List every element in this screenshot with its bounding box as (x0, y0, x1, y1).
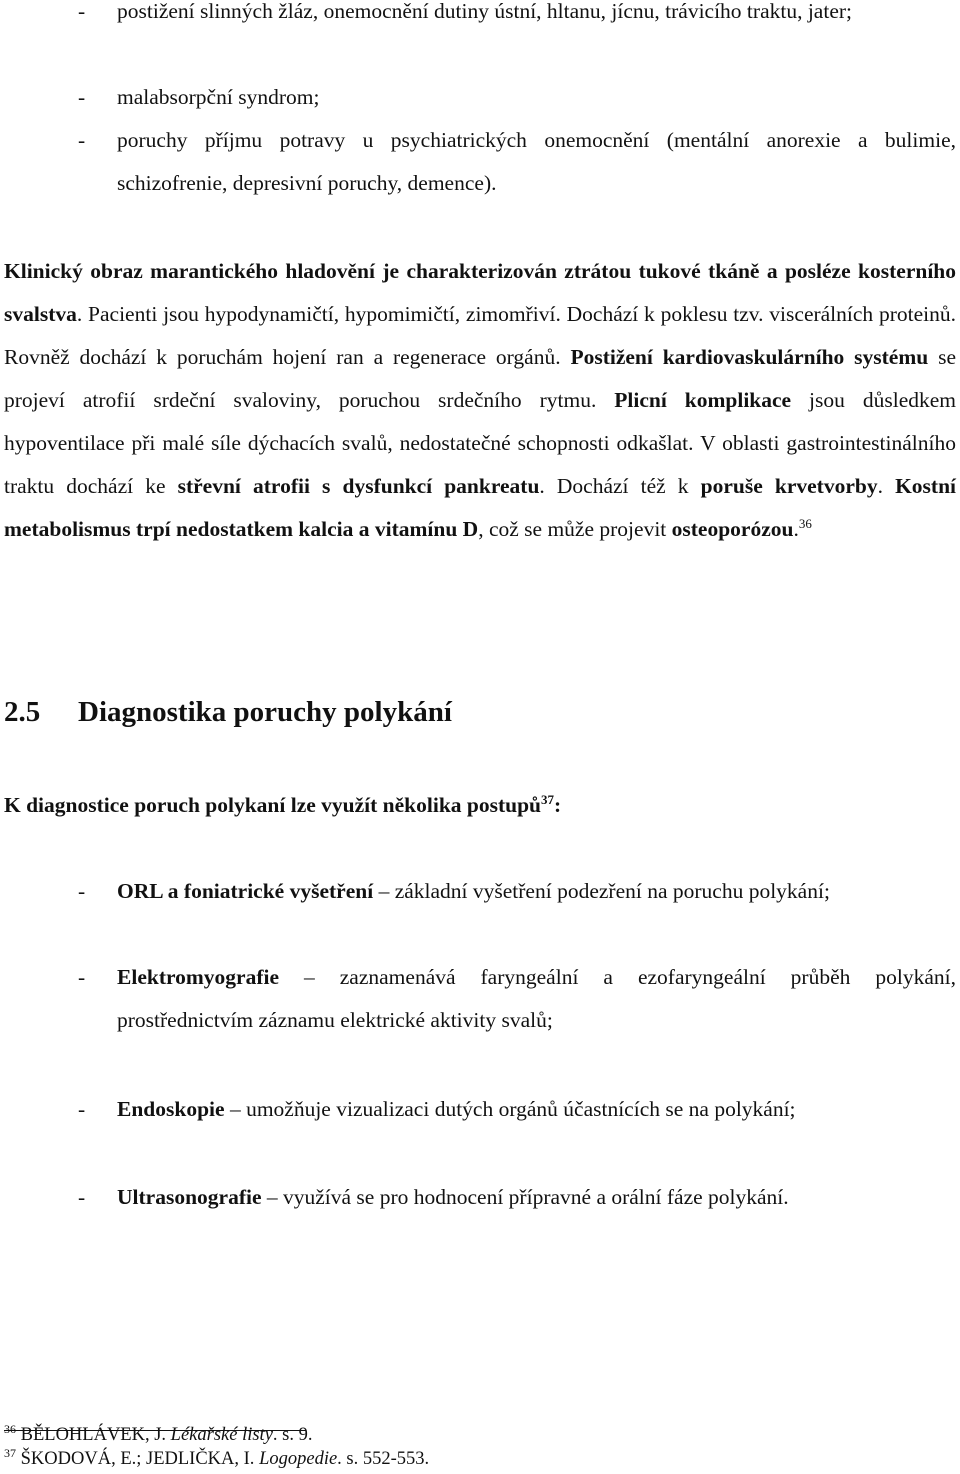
paragraph-text: jsou důsledkem hypoventilace při malé síle dýchacích svalů, nedostatečné schopnosti odkašlat. V oblasti gastrointestinálního traktu dochází ke (4, 388, 956, 498)
method-name: Elektromyografie (117, 965, 280, 989)
bold-phrase: Kostní metabolismus trpí nedostatkem kalcia a vitamínu D (4, 474, 957, 541)
list-item-text (117, 1088, 956, 1131)
method-desc: – umožňuje vizualizaci dutých orgánů účastnících se na polykání; (224, 1097, 796, 1121)
footnote-rest: . s. 9. (272, 1425, 313, 1445)
footnote-author: BĚLOHLÁVEK, J. (20, 1425, 171, 1445)
method-name: Ultrasonografie (117, 1185, 262, 1209)
footnote-ref[interactable]: 36 (798, 515, 812, 531)
footnote-author: ŠKODOVÁ, E.; JEDLIČKA, I. (20, 1449, 260, 1469)
list-dash: - (78, 879, 86, 903)
footnote-rest: . s. 552-553. (337, 1449, 430, 1469)
subheading-text: K diagnostice poruch polykaní lze využít několika postupů (4, 793, 542, 817)
section-title: Diagnostika poruchy polykání (78, 696, 452, 728)
method-desc: – využívá se pro hodnocení přípravné a orální fáze polykání. (261, 1185, 789, 1209)
method-desc: – zaznamenává faryngeální a ezofaryngeální průběh polykání, prostřednictvím záznamu elektrické aktivity svalů; (117, 965, 956, 1032)
method-name: Endoskopie (117, 1097, 225, 1121)
method-name: ORL a foniatrické vyšetření (117, 879, 374, 903)
clinical-paragraph (4, 250, 956, 551)
bold-phrase: osteoporózou (671, 517, 794, 541)
footnote-ref[interactable]: 37 (541, 791, 555, 807)
list-dash: - (78, 85, 86, 109)
list-item-text (117, 870, 956, 913)
subheading (4, 783, 561, 827)
list-dash: - (78, 0, 86, 23)
list-item-text: malabsorpční syndrom; (117, 85, 320, 109)
footnote (4, 1445, 430, 1470)
paragraph-text: . Dochází též k (539, 474, 701, 498)
method-desc: – základní vyšetření podezření na poruchu polykání; (373, 879, 830, 903)
bold-phrase: střevní atrofii s dysfunkcí pankreatu (177, 474, 540, 498)
footnote-work: Lékařské listy (170, 1425, 273, 1445)
bold-phrase: poruše krvetvorby (700, 474, 878, 498)
bold-phrase: Plicní komplikace (614, 388, 792, 412)
list-dash: - (78, 1185, 86, 1209)
paragraph-text: . (793, 517, 799, 541)
list-item-text (117, 956, 956, 1042)
list-dash: - (78, 965, 86, 989)
paragraph-text: . Pacienti jsou hypodynamičtí, hypomimičtí, zimomřiví. Dochází k poklesu tzv. viscerálních proteinů. Rovněž dochází k poruchám hojení ran a regenerace orgánů. (4, 302, 956, 369)
list-dash: - (78, 128, 86, 152)
footnote-number: 37 (4, 1445, 16, 1460)
bold-phrase: Postižení kardiovaskulárního systému (570, 345, 929, 369)
list-item-text (117, 1176, 956, 1219)
paragraph-text: se projeví atrofií srdeční svaloviny, poruchou srdečního rytmu. (4, 345, 956, 412)
list-dash: - (78, 1097, 86, 1121)
paragraph-text: , což se může projevit (478, 517, 672, 541)
section-number: 2.5 (4, 696, 41, 728)
footnote-work: Logopedie (259, 1449, 338, 1469)
section-heading (4, 690, 452, 734)
bold-phrase: Klinický obraz marantického hladovění je charakterizován ztrátou tukové tkáně a posléze kosterního svalstva (4, 259, 956, 326)
footnote (4, 1421, 313, 1446)
paragraph-text: . (877, 474, 896, 498)
list-item-text: postižení slinných žláz, onemocnění dutiny ústní, hltanu, jícnu, trávicího traktu, jater; (117, 0, 852, 23)
footnote-number: 36 (4, 1421, 16, 1436)
subheading-suffix: : (554, 793, 562, 817)
list-item-text: poruchy příjmu potravy u psychiatrických onemocnění (mentální anorexie a bulimie, schizofrenie, depresivní poruchy, demence). (117, 128, 956, 195)
